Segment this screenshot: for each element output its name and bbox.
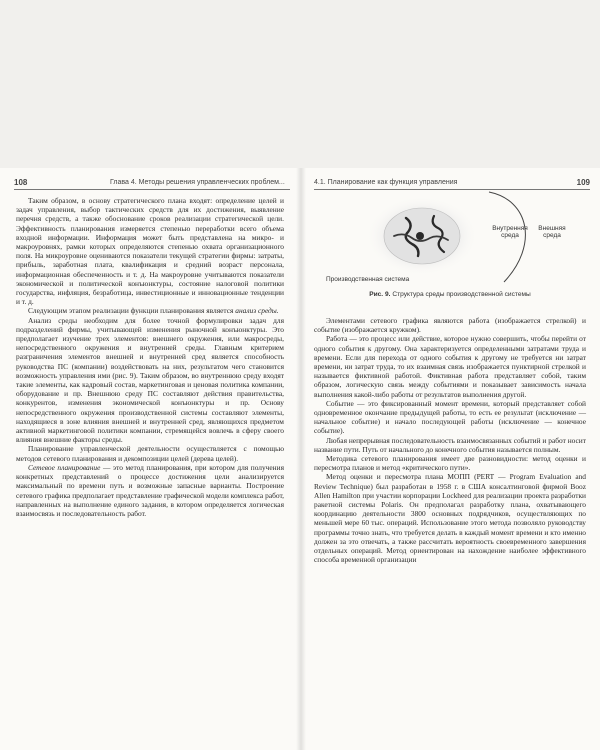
paragraph: Событие — это фиксированный момент времени, который представляет собой одновременное окончание предыдущей работы, то есть ее результат (исключение — начальное событие) и начало последующей работы (исключение — конечное событие). [314, 398, 586, 436]
left-page [0, 168, 300, 750]
paragraph: Таким образом, в основу стратегического плана входят: определение целей и задач управления, выбор тактических средств для их достижения, выявление перечня средств, а также обоснование сроков реализации стратегической цели. Эффективность планирования измеряется степенью переработки всего объема входной информации. Информация может быть представлена на микро- и макроуровнях, рамки которых определяются степенью охвата организационного поля. На микроуровне оцениваются показатели текущей стратегии фирмы: затраты, прибыль, заработная плата, квалификация и средний возраст персонала, информационная обеспеченность и т. д. На макроуровне учитываются показатели экономической и политической конъюнктуры, состояние налоговой политики государства, инфляция, безработица, инвестиционные и инновационные тенденции и т. д. [16, 196, 284, 307]
caption-text: Структура среды производственной системы [392, 291, 531, 298]
paragraph-text: — это метод планирования, при котором для получения конкретных представлений о процессе достижения цели анализируется максимальный по времени путь и возможные запасные варианты. Построение сетевого графика предполагает представление графической модели комплекса работ, направленных на выполнение единого задания, в котором определяется логическая взаимосвязь и последовательность работ. [16, 462, 284, 518]
paragraph: Элементами сетевого графика являются работа (изображается стрелкой) и событие (изображается кружком). [314, 316, 586, 335]
left-page-header [14, 178, 290, 190]
paragraph: Планирование управленческой деятельности осуществляется с помощью методов сетевого планирования и декомпозиции целей (дерева целей). [16, 444, 284, 463]
header-rule [14, 189, 290, 190]
left-page-number: 108 [14, 178, 28, 187]
paragraph [16, 306, 284, 315]
paragraph: Анализ среды необходим для более точной формулировки задач для подразделений фирмы, учитывающей изменения рыночной конъюнктуры. Это предполагает изучение трех элементов: внешнего окружения, или макросреды, непосредственного окружения и внутренней среды. Главным критерием разграничения элементов внешней и внутренней сред является способность руководства ПС (компании) воздействовать на них, результатом чего становится возможность управления ими (рис. 9). Таким образом, во внутреннюю среду входят такие элементы, как кадровый состав, маркетинговая и ценовая политика компании, оборудование и пр. Внешнюю среду ПС составляют действия правительства, конкурентов, изменения экономической конъюнктуры и пр. Основу непосредственного окружения производственной системы составляют элементы, находящиеся в зоне влияния внешней и внутренней сред, являющихся предметом активной маркетинговой политики компании, стремящейся вовлечь в сферу своего влияния внешние факторы среды. [16, 315, 284, 445]
left-page-body [16, 196, 284, 518]
emphasis-text: анализ среды. [235, 306, 279, 316]
production-system-label: Производственная система [326, 276, 410, 283]
right-page [302, 168, 600, 750]
paragraph: Любая непрерывная последовательность взаимосвязанных событий и работ носит название пути. Путь от начального до конечного события называется полным. [314, 435, 586, 454]
paragraph: Методика сетевого планирования имеет две разновидности: метод оценки и пересмотра планов и метод «критического пути». [314, 454, 586, 473]
book-spread [0, 168, 600, 750]
core-shape [416, 232, 424, 240]
paragraph-text: Следующим этапом реализации функции планирования является [28, 306, 234, 316]
outer-environment-label: Внешняя среда [538, 225, 566, 239]
environment-diagram [314, 190, 586, 290]
figure-environment-structure [314, 190, 586, 308]
paragraph: Работа — это процесс или действие, которое нужно совершить, чтобы перейти от одного события к другому. Она характеризуется определенными затратами труда и времени. Если для перехода от одного события к другому не требуется ни затрат времени, ни затрат труда, то их взаимная связь изображается пунктирной стрелкой и называется фиктивной работой. Фиктивная работа представляет собой, таким образом, логическую связь между событиями и показывает зависимость начала выполнения какой-либо работы от результатов выполнения другой. [314, 334, 586, 399]
right-running-head: 4.1. Планирование как функция управления [314, 179, 458, 186]
figure-caption [314, 291, 586, 298]
paragraph [16, 463, 284, 518]
right-page-number: 109 [576, 178, 590, 187]
right-page-body [314, 316, 586, 564]
caption-number: Рис. 9. [369, 291, 391, 298]
emphasis-text: Сетевое планирование [28, 462, 101, 472]
inner-environment-label: Внутренняя среда [492, 225, 528, 239]
left-running-head: Глава 4. Методы решения управленческих проблем... [110, 179, 285, 186]
right-page-header [314, 178, 590, 190]
paragraph: Метод оценки и пересмотра плана МОПП (PERT — Program Evaluation and Review Technique) был разработан в 1958 г. в США консалтинговой фирмой Booz Allen Hamilton при участии корпорации Lockheed для реализации проекта разработки ракетной системы Polaris. Он предполагал разработку плана, охватывающего координацию деятельности 3800 основных подрядчиков, осуществляющих по меньшей мере 60 тыс. операций. Использование этого метода позволяло руководству программы точно знать, что требуется делать в каждый момент времени и кто именно должен за это отвечать, а также рассчитать вероятность своевременного завершения отдельных операций. Метод ориентирован на нахождение наиболее эффективного способа временной организации [314, 472, 586, 565]
